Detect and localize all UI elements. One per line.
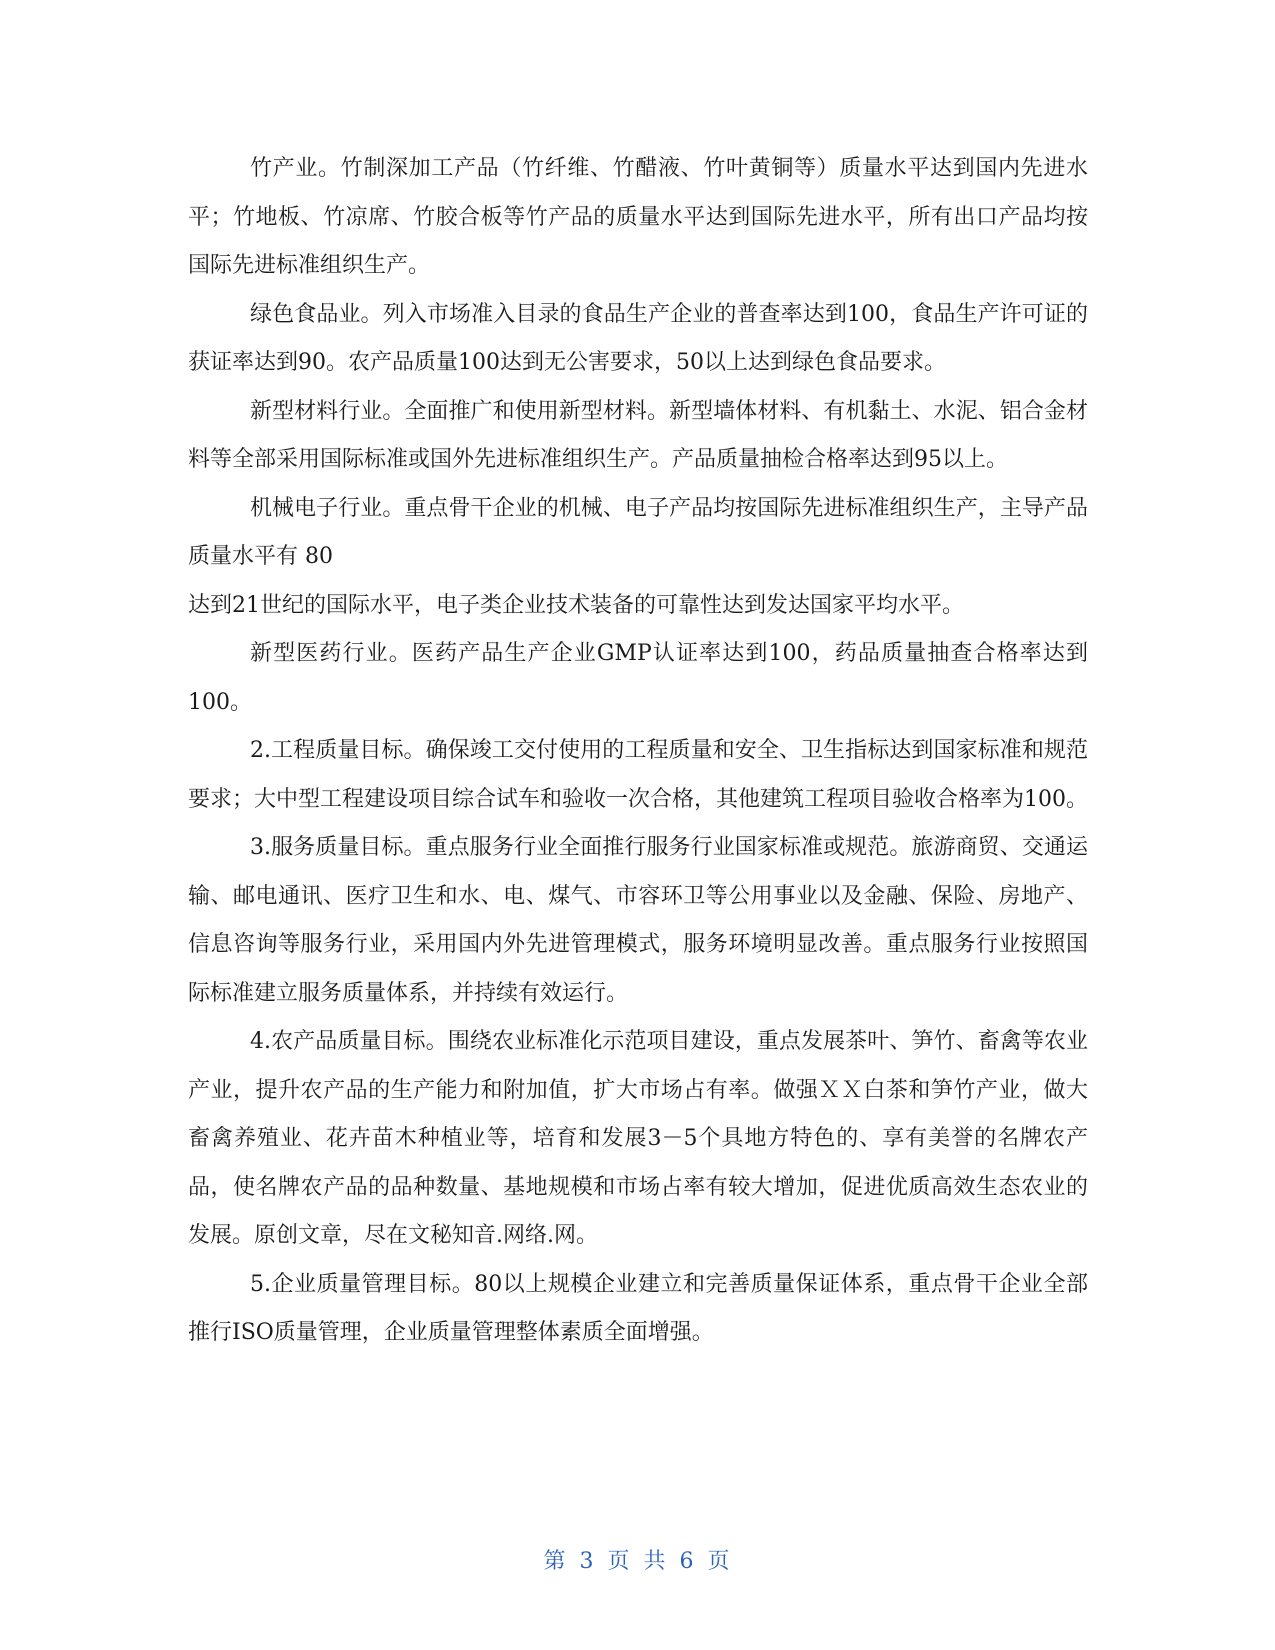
paragraph-new-materials: 新型材料行业。全面推广和使用新型材料。新型墙体材料、有机黏土、水泥、铝合金材料等全部采用国际标准或国外先进标准组织生产。产品质量抽检合格率达到95以上。 (188, 398, 1088, 472)
footer-label-gong: 共 (643, 1549, 668, 1574)
footer-label-ye: 页 (607, 1549, 632, 1574)
paragraph-machinery-electronics: 机械电子行业。重点骨干企业的机械、电子产品均按国际先进标准组织生产，主导产品质量水平有 80 (188, 495, 1088, 569)
paragraph-enterprise-management: 5.企业质量管理目标。80以上规模企业建立和完善质量保证体系，重点骨干企业全部推行ISO质量管理，企业质量管理整体素质全面增强。 (188, 1271, 1088, 1345)
paragraph-engineering-quality: 2.工程质量目标。确保竣工交付使用的工程质量和安全、卫生指标达到国家标准和规范要求；大中型工程建设项目综合试车和验收一次合格，其他建筑工程项目验收合格率为100。 (188, 738, 1088, 812)
paragraph-service-quality: 3.服务质量目标。重点服务行业全面推行服务行业国家标准或规范。旅游商贸、交通运输、邮电通讯、医疗卫生和水、电、煤气、市容环卫等公用事业以及金融、保险、房地产、信息咨询等服务行业，采用国内外先进管理模式，服务环境明显改善。重点服务行业按照国际标准建立服务质量体系，并持续有效运行。 (188, 835, 1088, 1006)
page-footer (0, 1544, 1275, 1575)
footer-label-di: 第 (543, 1549, 568, 1574)
paragraph-agricultural-quality: 4.农产品质量目标。围绕农业标准化示范项目建设，重点发展茶叶、笋竹、畜禽等农业产业，提升农产品的生产能力和附加值，扩大市场占有率。做强ＸＸ白茶和笋竹产业，做大畜禽养殖业、花卉苗木种植业等，培育和发展3－5个具地方特色的、享有美誉的名牌农产品，使名牌农产品的品种数量、基地规模和市场占率有较大增加，促进优质高效生态农业的发展。原创文章，尽在文秘知音.网络.网。 (188, 1029, 1088, 1248)
current-page-number: 3 (579, 1549, 596, 1574)
paragraph-green-food: 绿色食品业。列入市场准入目录的食品生产企业的普查率达到100，食品生产许可证的获证率达到90。农产品质量100达到无公害要求，50以上达到绿色食品要求。 (188, 301, 1088, 375)
paragraph-bamboo-industry: 竹产业。竹制深加工产品（竹纤维、竹醋液、竹叶黄铜等）质量水平达到国内先进水平；竹地板、竹凉席、竹胶合板等竹产品的质量水平达到国际先进水平，所有出口产品均按国际先进标准组织生产。 (188, 156, 1088, 278)
document-body (188, 145, 1088, 1358)
paragraph-machinery-continuation: 达到21世纪的国际水平，电子类企业技术装备的可靠性达到发达国家平均水平。 (188, 592, 964, 618)
paragraph-new-medicine: 新型医药行业。医药产品生产企业GMP认证率达到100，药品质量抽查合格率达到100。 (188, 641, 1088, 715)
total-pages-number: 6 (679, 1549, 696, 1574)
footer-label-ye-2: 页 (707, 1549, 732, 1574)
